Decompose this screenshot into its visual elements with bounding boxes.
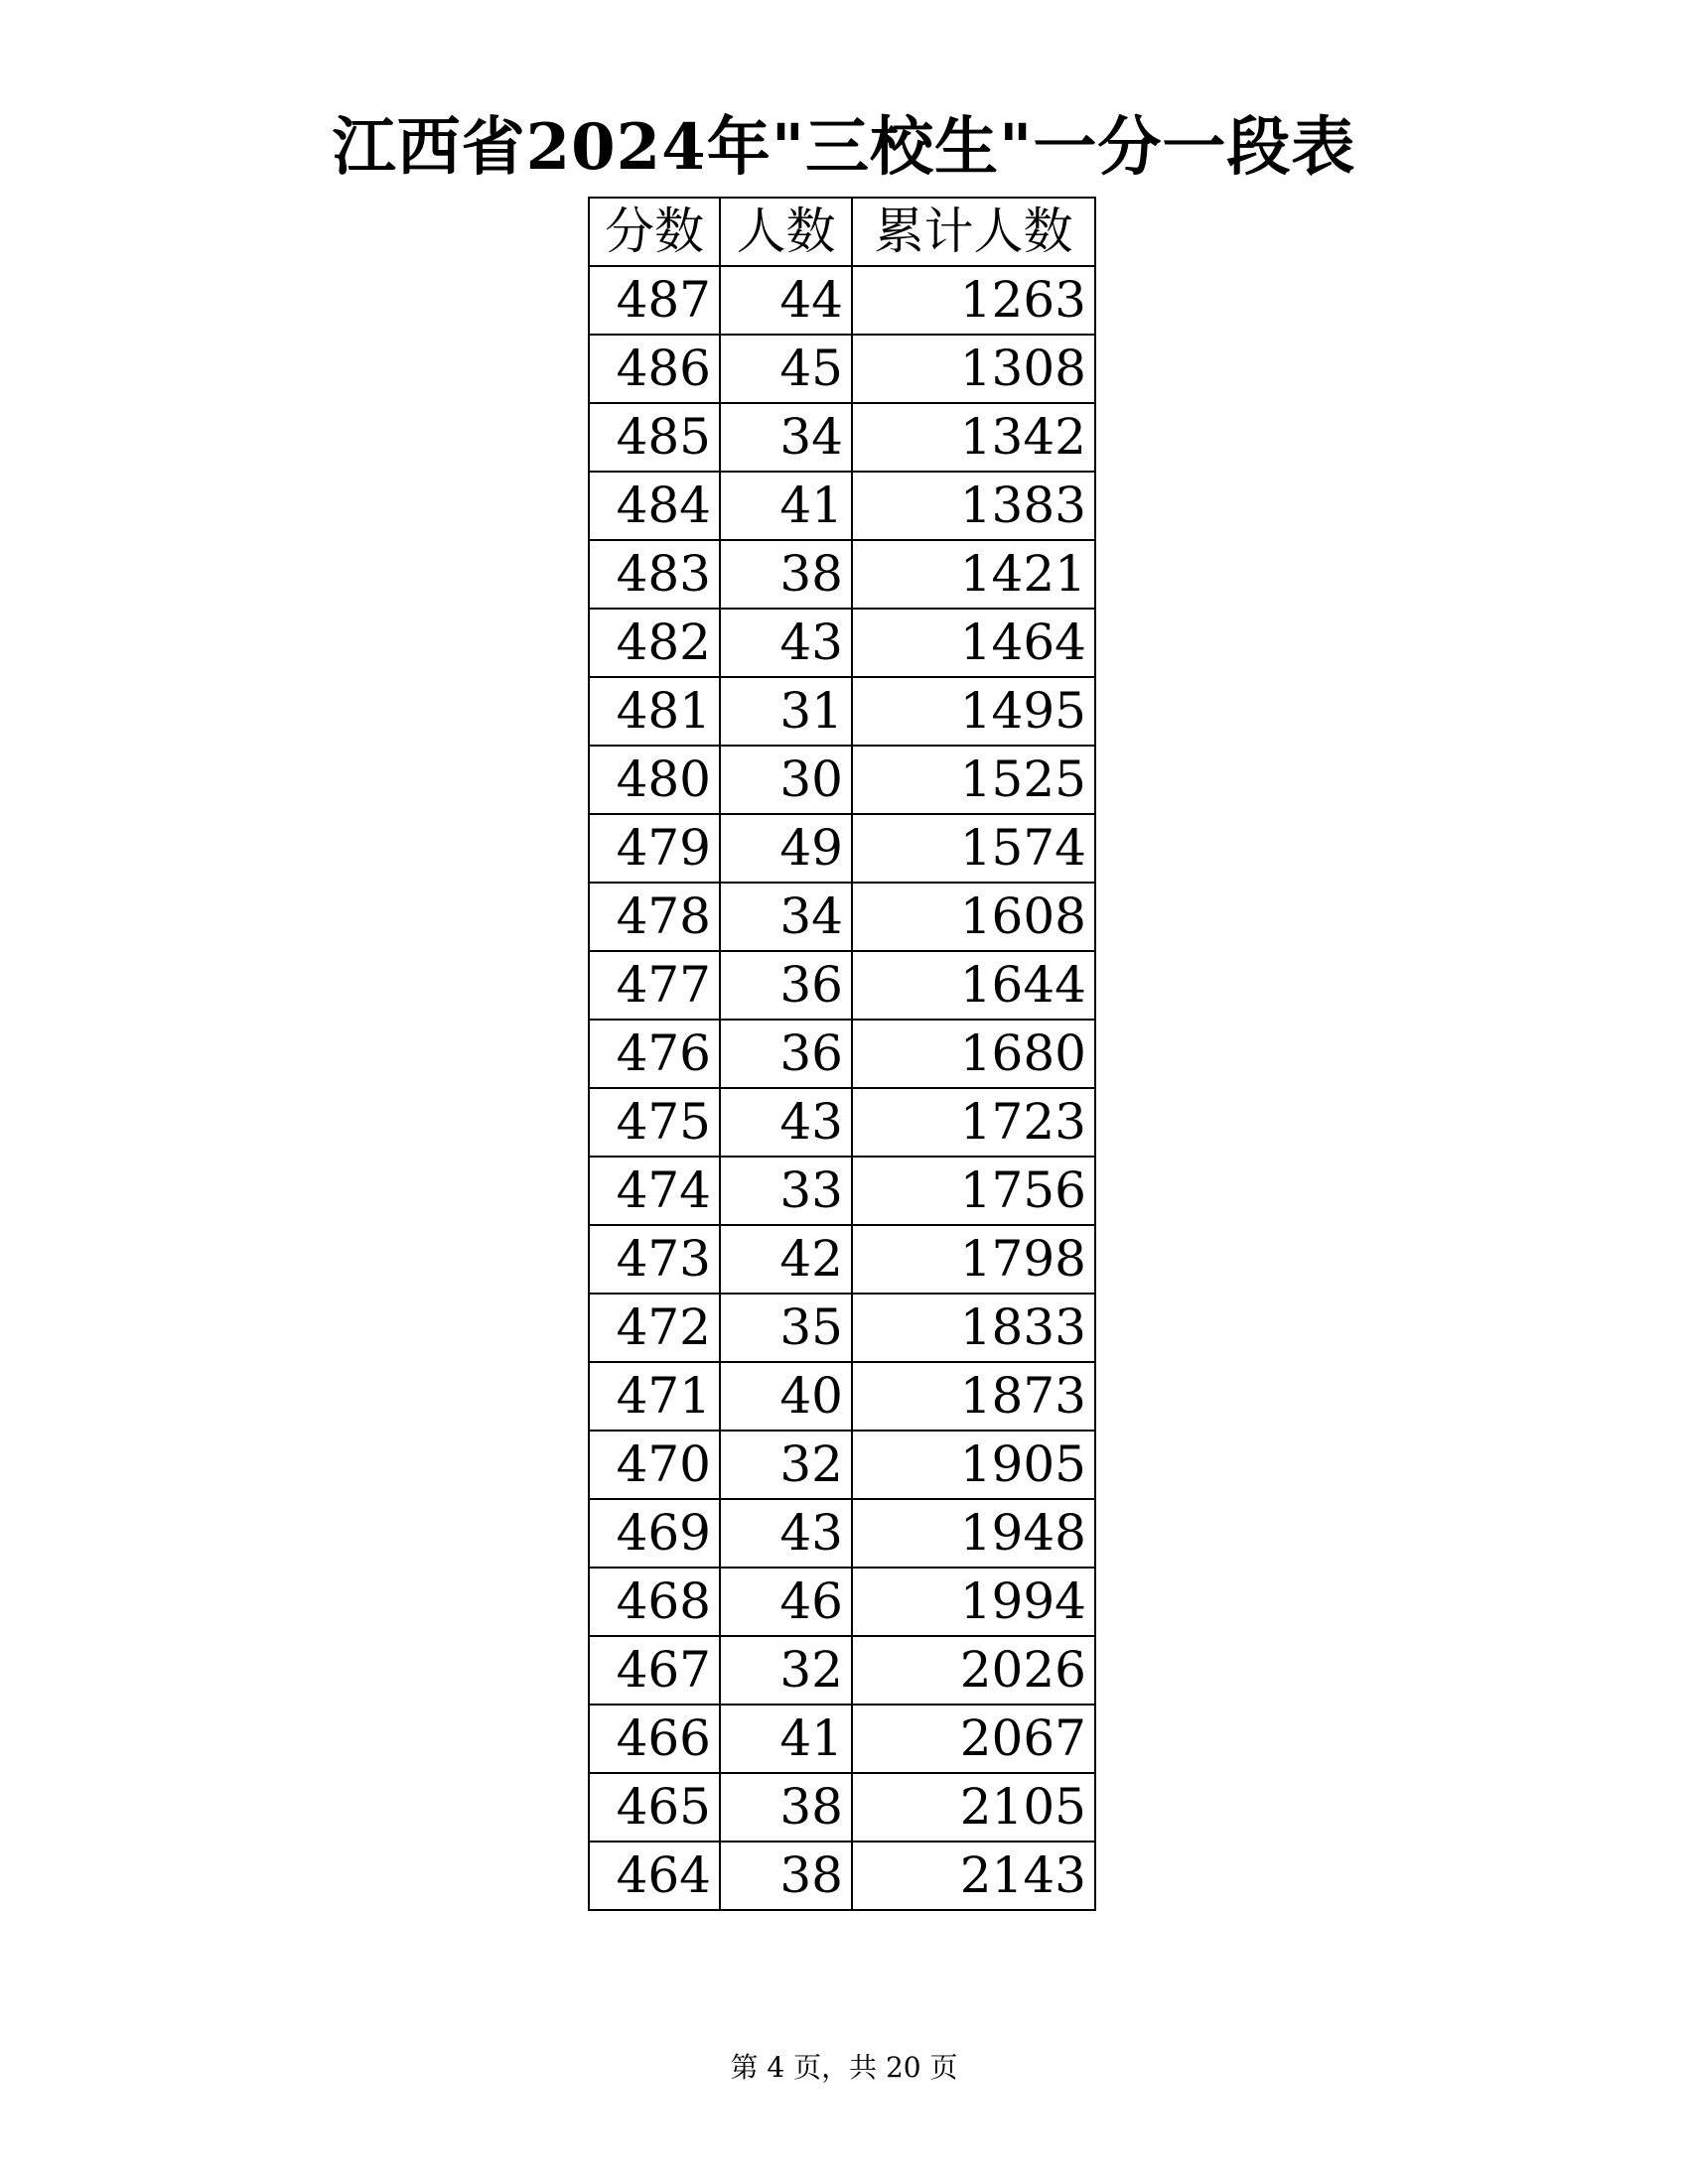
table-row (589, 1842, 1095, 1910)
count-cell: 40 (720, 1362, 852, 1431)
count-cell: 32 (720, 1636, 852, 1705)
score-cell: 467 (589, 1636, 720, 1705)
score-cell: 478 (589, 883, 720, 951)
score-cell: 477 (589, 951, 720, 1020)
score-cell: 468 (589, 1568, 720, 1636)
cumulative-cell: 1495 (852, 677, 1095, 746)
cumulative-cell: 1383 (852, 472, 1095, 540)
column-header-count: 人数 (720, 198, 852, 266)
cumulative-cell: 1723 (852, 1088, 1095, 1157)
score-cell: 473 (589, 1225, 720, 1294)
cumulative-cell: 1421 (852, 540, 1095, 609)
cumulative-cell: 1263 (852, 266, 1095, 335)
table-row (589, 814, 1095, 883)
table-row (589, 1362, 1095, 1431)
score-distribution-table (588, 197, 1096, 1911)
table-row (589, 266, 1095, 335)
table-row (589, 1705, 1095, 1773)
cumulative-cell: 1525 (852, 746, 1095, 814)
score-cell: 486 (589, 335, 720, 403)
count-cell: 34 (720, 883, 852, 951)
table-row (589, 746, 1095, 814)
count-cell: 30 (720, 746, 852, 814)
score-cell: 466 (589, 1705, 720, 1773)
table-row (589, 677, 1095, 746)
score-cell: 484 (589, 472, 720, 540)
table-header-row (589, 198, 1095, 266)
cumulative-cell: 1574 (852, 814, 1095, 883)
count-cell: 44 (720, 266, 852, 335)
count-cell: 33 (720, 1157, 852, 1225)
table-row (589, 1088, 1095, 1157)
count-cell: 36 (720, 1020, 852, 1088)
cumulative-cell: 1948 (852, 1499, 1095, 1568)
cumulative-cell: 1308 (852, 335, 1095, 403)
table-row (589, 1636, 1095, 1705)
cumulative-cell: 2143 (852, 1842, 1095, 1910)
cumulative-cell: 1342 (852, 403, 1095, 472)
cumulative-cell: 1905 (852, 1431, 1095, 1499)
score-cell: 474 (589, 1157, 720, 1225)
table-row (589, 1020, 1095, 1088)
score-cell: 475 (589, 1088, 720, 1157)
page-footer: 第 4 页，共 20 页 (730, 2051, 958, 2084)
count-cell: 43 (720, 1088, 852, 1157)
count-cell: 35 (720, 1294, 852, 1362)
table-row (589, 1225, 1095, 1294)
cumulative-cell: 2026 (852, 1636, 1095, 1705)
score-cell: 472 (589, 1294, 720, 1362)
count-cell: 38 (720, 540, 852, 609)
count-cell: 45 (720, 335, 852, 403)
score-cell: 482 (589, 609, 720, 677)
cumulative-cell: 2105 (852, 1773, 1095, 1842)
column-header-cumulative: 累计人数 (852, 198, 1095, 266)
table-row (589, 1157, 1095, 1225)
page-title: 江西省2024年"三校生"一分一段表 (332, 110, 1356, 185)
score-cell: 485 (589, 403, 720, 472)
table-row (589, 472, 1095, 540)
table-row (589, 883, 1095, 951)
table-row (589, 1431, 1095, 1499)
count-cell: 41 (720, 472, 852, 540)
count-cell: 41 (720, 1705, 852, 1773)
table-row (589, 1773, 1095, 1842)
cumulative-cell: 1464 (852, 609, 1095, 677)
cumulative-cell: 1994 (852, 1568, 1095, 1636)
cumulative-cell: 1756 (852, 1157, 1095, 1225)
table-row (589, 335, 1095, 403)
score-cell: 464 (589, 1842, 720, 1910)
count-cell: 46 (720, 1568, 852, 1636)
table-row (589, 951, 1095, 1020)
score-cell: 481 (589, 677, 720, 746)
table-row (589, 1294, 1095, 1362)
score-cell: 471 (589, 1362, 720, 1431)
cumulative-cell: 1644 (852, 951, 1095, 1020)
count-cell: 38 (720, 1773, 852, 1842)
count-cell: 34 (720, 403, 852, 472)
score-cell: 487 (589, 266, 720, 335)
score-cell: 476 (589, 1020, 720, 1088)
score-cell: 480 (589, 746, 720, 814)
score-cell: 465 (589, 1773, 720, 1842)
column-header-score: 分数 (589, 198, 720, 266)
score-cell: 469 (589, 1499, 720, 1568)
table-row (589, 1499, 1095, 1568)
cumulative-cell: 1680 (852, 1020, 1095, 1088)
count-cell: 49 (720, 814, 852, 883)
count-cell: 42 (720, 1225, 852, 1294)
table-row (589, 609, 1095, 677)
table-row (589, 403, 1095, 472)
count-cell: 31 (720, 677, 852, 746)
table-body (589, 266, 1095, 1910)
count-cell: 36 (720, 951, 852, 1020)
cumulative-cell: 2067 (852, 1705, 1095, 1773)
count-cell: 38 (720, 1842, 852, 1910)
score-cell: 470 (589, 1431, 720, 1499)
cumulative-cell: 1608 (852, 883, 1095, 951)
cumulative-cell: 1873 (852, 1362, 1095, 1431)
count-cell: 32 (720, 1431, 852, 1499)
cumulative-cell: 1833 (852, 1294, 1095, 1362)
table-row (589, 1568, 1095, 1636)
count-cell: 43 (720, 609, 852, 677)
count-cell: 43 (720, 1499, 852, 1568)
score-cell: 483 (589, 540, 720, 609)
cumulative-cell: 1798 (852, 1225, 1095, 1294)
score-cell: 479 (589, 814, 720, 883)
table-row (589, 540, 1095, 609)
